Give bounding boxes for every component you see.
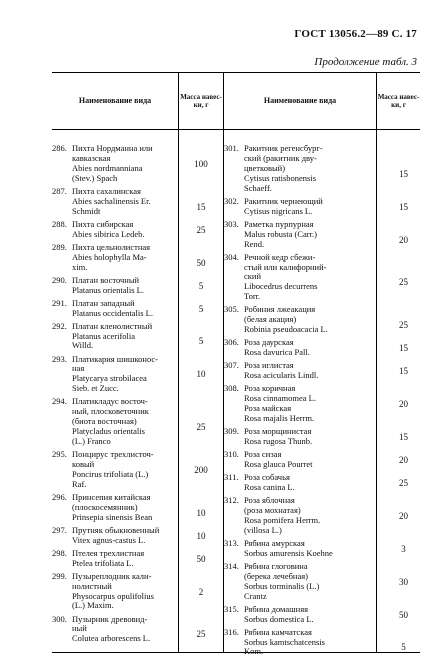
species-name-line: Рябина глоговина	[244, 560, 308, 571]
species-name-line: (L.) Franco	[72, 435, 111, 446]
mass-value: 5	[198, 303, 204, 314]
species-name-line: (берека лечебная)	[244, 570, 308, 581]
header-name-right: Наименование вида	[223, 73, 376, 129]
species-name-line: Torr.	[244, 291, 261, 302]
species-number: 291.	[52, 297, 67, 308]
mass-value: 25	[399, 320, 408, 331]
species-number: 307.	[224, 360, 239, 371]
species-name-line: цветковый)	[244, 162, 286, 173]
species-number: 308.	[224, 383, 239, 394]
species-name-line: Abies holophylla Ma-	[72, 251, 147, 262]
species-name-line: Rosa pomifera Herrm.	[244, 514, 321, 525]
mass-value: 5	[401, 642, 406, 653]
species-name-line: Rosa acicularis Lindl.	[244, 370, 319, 381]
species-name-line: нолистный	[72, 580, 112, 591]
species-name-line: Пузырник древовид-	[72, 613, 148, 624]
species-name-line: Пузыреплодник кали-	[72, 570, 152, 581]
species-entry	[52, 397, 178, 447]
mass-value: 15	[399, 431, 408, 442]
species-entry	[52, 549, 178, 569]
species-number: 286.	[52, 143, 67, 153]
species-entry	[224, 562, 376, 602]
species-entry	[52, 187, 178, 217]
table-body	[52, 130, 420, 657]
species-name-line: Malus robusta (Carr.)	[244, 228, 317, 239]
species-entry	[52, 572, 178, 612]
species-name-line: Роза коричная	[244, 383, 296, 394]
mass-value: 25	[196, 629, 206, 640]
species-name-line: Речной кедр сбежи-	[244, 251, 316, 262]
species-name-line: Платан кленолистный	[72, 320, 153, 331]
header-mass-right: Масса навес-ки, г	[376, 73, 420, 129]
species-entry	[224, 450, 376, 470]
species-name-line: Rosa cinnamomea L.	[244, 393, 316, 404]
species-name-line: Prinsepia sinensis Bean	[72, 511, 153, 522]
species-name-line: Роза морщинистая	[244, 426, 312, 436]
species-name-line: (плоскосемянник)	[72, 501, 138, 512]
species-name-line: Sorbus domestica L.	[244, 613, 314, 624]
species-name-line: Птелея трехлистная	[72, 547, 145, 558]
species-name-line: Платикладус восточ-	[72, 396, 148, 407]
species-name-line: Cytisus nigricans L.	[244, 205, 313, 216]
species-name-line: (белая акация)	[244, 314, 297, 325]
species-entry	[52, 220, 178, 240]
mass-value: 30	[399, 576, 408, 587]
species-number: 295.	[52, 449, 67, 459]
species-name-line: Robinia pseudoacacia L.	[244, 324, 328, 335]
mass-value: 50	[196, 257, 206, 268]
species-name-line: Платикария шишконос-	[72, 353, 159, 364]
species-number: 292.	[52, 320, 67, 331]
species-name-line: Physocarpus opulifolius	[72, 590, 154, 601]
species-name-line: стый или калифорний-	[244, 261, 327, 272]
species-name-line: Sorbus amurensis Koehne	[244, 547, 333, 558]
header-mass-left: Масса навес-ки, г	[178, 73, 223, 129]
mass-value: 100	[194, 158, 208, 169]
species-number: 299.	[52, 570, 67, 581]
species-entry	[224, 361, 376, 381]
species-number: 294.	[52, 396, 67, 407]
species-entry	[52, 276, 178, 296]
species-name-line: Прутняк обыкновенный	[72, 524, 160, 535]
species-number: 303.	[224, 218, 239, 229]
species-name-line: Platanus occidentalis L.	[72, 307, 153, 318]
species-number: 309.	[224, 426, 239, 436]
species-name-line: Rend.	[244, 238, 265, 249]
species-name-line: Crantz	[244, 590, 267, 601]
species-entry	[52, 243, 178, 273]
right-names-column	[223, 130, 376, 657]
species-name-line: Abies sachalinensis Er.	[72, 195, 151, 206]
species-entry	[224, 197, 376, 217]
mass-value: 20	[399, 510, 408, 521]
species-number: 289.	[52, 241, 67, 252]
species-number: 287.	[52, 185, 67, 196]
mass-value: 15	[399, 201, 408, 212]
species-number: 298.	[52, 547, 67, 558]
species-entry	[224, 473, 376, 493]
mass-value: 5	[198, 280, 204, 291]
mass-value: 50	[196, 553, 206, 564]
species-name-line: Vitex agnus-castus L.	[72, 534, 146, 545]
species-entry	[224, 144, 376, 194]
mass-value: 50	[399, 609, 408, 620]
species-number: 302.	[224, 195, 239, 206]
species-name-line: Platycarya strobilacea	[72, 373, 147, 384]
species-name-line: Rosa glauca Pourret	[244, 458, 313, 469]
species-name-line: Sorbus kamtschatcensis	[244, 636, 325, 647]
species-name-line: Platanus orientalis L.	[72, 284, 145, 295]
species-table	[52, 72, 420, 657]
mass-value: 25	[196, 224, 206, 235]
species-number: 310.	[224, 449, 239, 459]
species-name-line: Пихта сахалинская	[72, 185, 141, 196]
mass-value: 20	[399, 234, 408, 245]
species-number: 306.	[224, 337, 239, 348]
gost-header: ГОСТ 13056.2—89 С. 17	[294, 28, 417, 40]
species-name-line: Роза даурская	[244, 337, 294, 348]
mass-value: 5	[198, 336, 204, 347]
species-name-line: Colutea arborescens L.	[72, 633, 151, 644]
species-number: 293.	[52, 353, 67, 364]
species-number: 312.	[224, 495, 239, 505]
table-continuation-label: Продолжение табл. 3	[314, 56, 417, 68]
species-name-line: Kom.	[244, 646, 264, 657]
species-name-line: ный, плосковеточник	[72, 406, 149, 417]
species-number: 296.	[52, 491, 67, 502]
species-name-line: кавказская	[72, 152, 111, 163]
species-name-line: Пихта цельнолистная	[72, 241, 151, 252]
species-entry	[52, 615, 178, 645]
left-names-column	[52, 130, 178, 652]
mass-value: 15	[399, 343, 408, 354]
species-name-line: Sorbus torminalis (L.)	[244, 580, 320, 591]
species-name-line: Робиния лжеакация	[244, 304, 316, 315]
species-number: 314.	[224, 560, 239, 571]
mass-value: 10	[196, 530, 206, 541]
species-name-line: Platanus acerifolia	[72, 330, 136, 341]
species-number: 300.	[52, 613, 67, 624]
species-number: 290.	[52, 274, 67, 285]
species-name-line: Rosa canina L.	[244, 481, 295, 492]
species-entry	[224, 305, 376, 335]
species-number: 304.	[224, 251, 239, 262]
mass-value: 200	[194, 464, 208, 475]
species-name-line: Ракитник регенсбург-	[244, 143, 323, 153]
species-number: 288.	[52, 218, 67, 229]
species-entry	[52, 526, 178, 546]
species-entry	[224, 427, 376, 447]
species-name-line: Cytisus ratisbonensis	[244, 172, 317, 183]
species-name-line: Пихта сибирская	[72, 218, 134, 229]
species-entry	[224, 496, 376, 536]
right-mass-column	[376, 130, 420, 652]
species-number: 315.	[224, 603, 239, 614]
species-name-line: Роза яблочная	[244, 495, 295, 505]
species-name-line: ковый	[72, 458, 95, 469]
species-name-line: Рябина камчатская	[244, 626, 312, 637]
species-name-line: Schaeff.	[244, 182, 272, 193]
species-name-line: Schmidt	[72, 205, 101, 216]
species-entry	[224, 628, 376, 657]
species-name-line: Abies sibirica Ledeb.	[72, 228, 145, 239]
species-name-line: Принсепия китайская	[72, 491, 151, 502]
mass-value: 10	[196, 507, 206, 518]
species-number: 311.	[224, 472, 239, 482]
species-name-line: ный	[72, 623, 87, 634]
species-entry	[52, 450, 178, 490]
species-name-line: ский	[244, 271, 261, 282]
header-name-left: Наименование вида	[78, 96, 152, 105]
species-name-line: ский (ракитник дву-	[244, 152, 317, 163]
species-name-line: (villosa L.)	[244, 524, 282, 535]
mass-value: 2	[198, 586, 204, 597]
mass-value: 15	[196, 201, 206, 212]
species-entry	[52, 144, 178, 184]
species-number: 313.	[224, 537, 239, 548]
species-entry	[224, 338, 376, 358]
species-name-line: Willd.	[72, 340, 94, 351]
species-entry	[224, 605, 376, 625]
species-name-line: (L.) Maxim.	[72, 600, 114, 611]
species-entry	[52, 355, 178, 395]
species-name-line: Пихта Нордманна или	[72, 143, 153, 153]
species-name-line: Понцирус трехлисточ-	[72, 449, 154, 459]
species-name-line: ная	[72, 363, 85, 374]
species-name-line: Ракитник чернеющий	[244, 195, 323, 206]
mass-value: 20	[399, 454, 408, 465]
species-name-line: Рябина домашняя	[244, 603, 309, 614]
species-number: 316.	[224, 626, 239, 637]
species-name-line: Роза собачья	[244, 472, 290, 482]
species-name-line: Раметка пурпурная	[244, 218, 314, 229]
table-header	[52, 73, 420, 130]
species-name-line: Abies nordmanniana	[72, 162, 143, 173]
mass-value: 25	[399, 477, 408, 488]
species-name-line: Рябина амурская	[244, 537, 305, 548]
mass-value: 15	[399, 366, 408, 377]
species-name-line: Poncirus trifoliata (L.)	[72, 468, 149, 479]
species-name-line: Rosa majalis Herrm.	[244, 412, 315, 423]
species-name-line: Роза майская	[244, 403, 292, 413]
mass-value: 10	[196, 369, 206, 380]
mass-value: 25	[399, 277, 408, 288]
species-name-line: (Stev.) Spach	[72, 172, 118, 183]
species-name-line: Роза сизая	[244, 449, 282, 459]
species-name-line: Libocedrus decurrens	[244, 281, 318, 292]
species-name-line: Ptelea trifoliata L.	[72, 557, 134, 568]
species-name-line: Raf.	[72, 478, 87, 489]
species-name-line: (биота восточная)	[72, 416, 137, 427]
species-name-line: Платан восточный	[72, 274, 140, 285]
mass-value: 15	[399, 168, 408, 179]
species-name-line: xim.	[72, 261, 88, 272]
mass-value: 3	[401, 543, 406, 554]
species-name-line: Платан западный	[72, 297, 135, 308]
species-name-line: Platycladus orientalis	[72, 426, 145, 437]
species-name-line: Sieb. et Zucc.	[72, 383, 119, 394]
species-entry	[52, 493, 178, 523]
species-number: 305.	[224, 304, 239, 315]
mass-value: 20	[399, 399, 408, 410]
species-name-line: Rosa rugosa Thunb.	[244, 435, 313, 446]
species-name-line: Rosa davurica Pall.	[244, 347, 310, 358]
species-entry	[224, 539, 376, 559]
species-entry	[224, 220, 376, 250]
species-name-line: (роза мохнатая)	[244, 504, 301, 515]
species-number: 297.	[52, 524, 67, 535]
species-entry	[224, 253, 376, 303]
species-name-line: Роза иглистая	[244, 360, 294, 371]
species-entry	[52, 322, 178, 352]
species-entry	[224, 384, 376, 424]
species-entry	[52, 299, 178, 319]
left-mass-column	[178, 130, 223, 652]
species-number: 301.	[224, 143, 239, 153]
mass-value: 25	[196, 422, 206, 433]
